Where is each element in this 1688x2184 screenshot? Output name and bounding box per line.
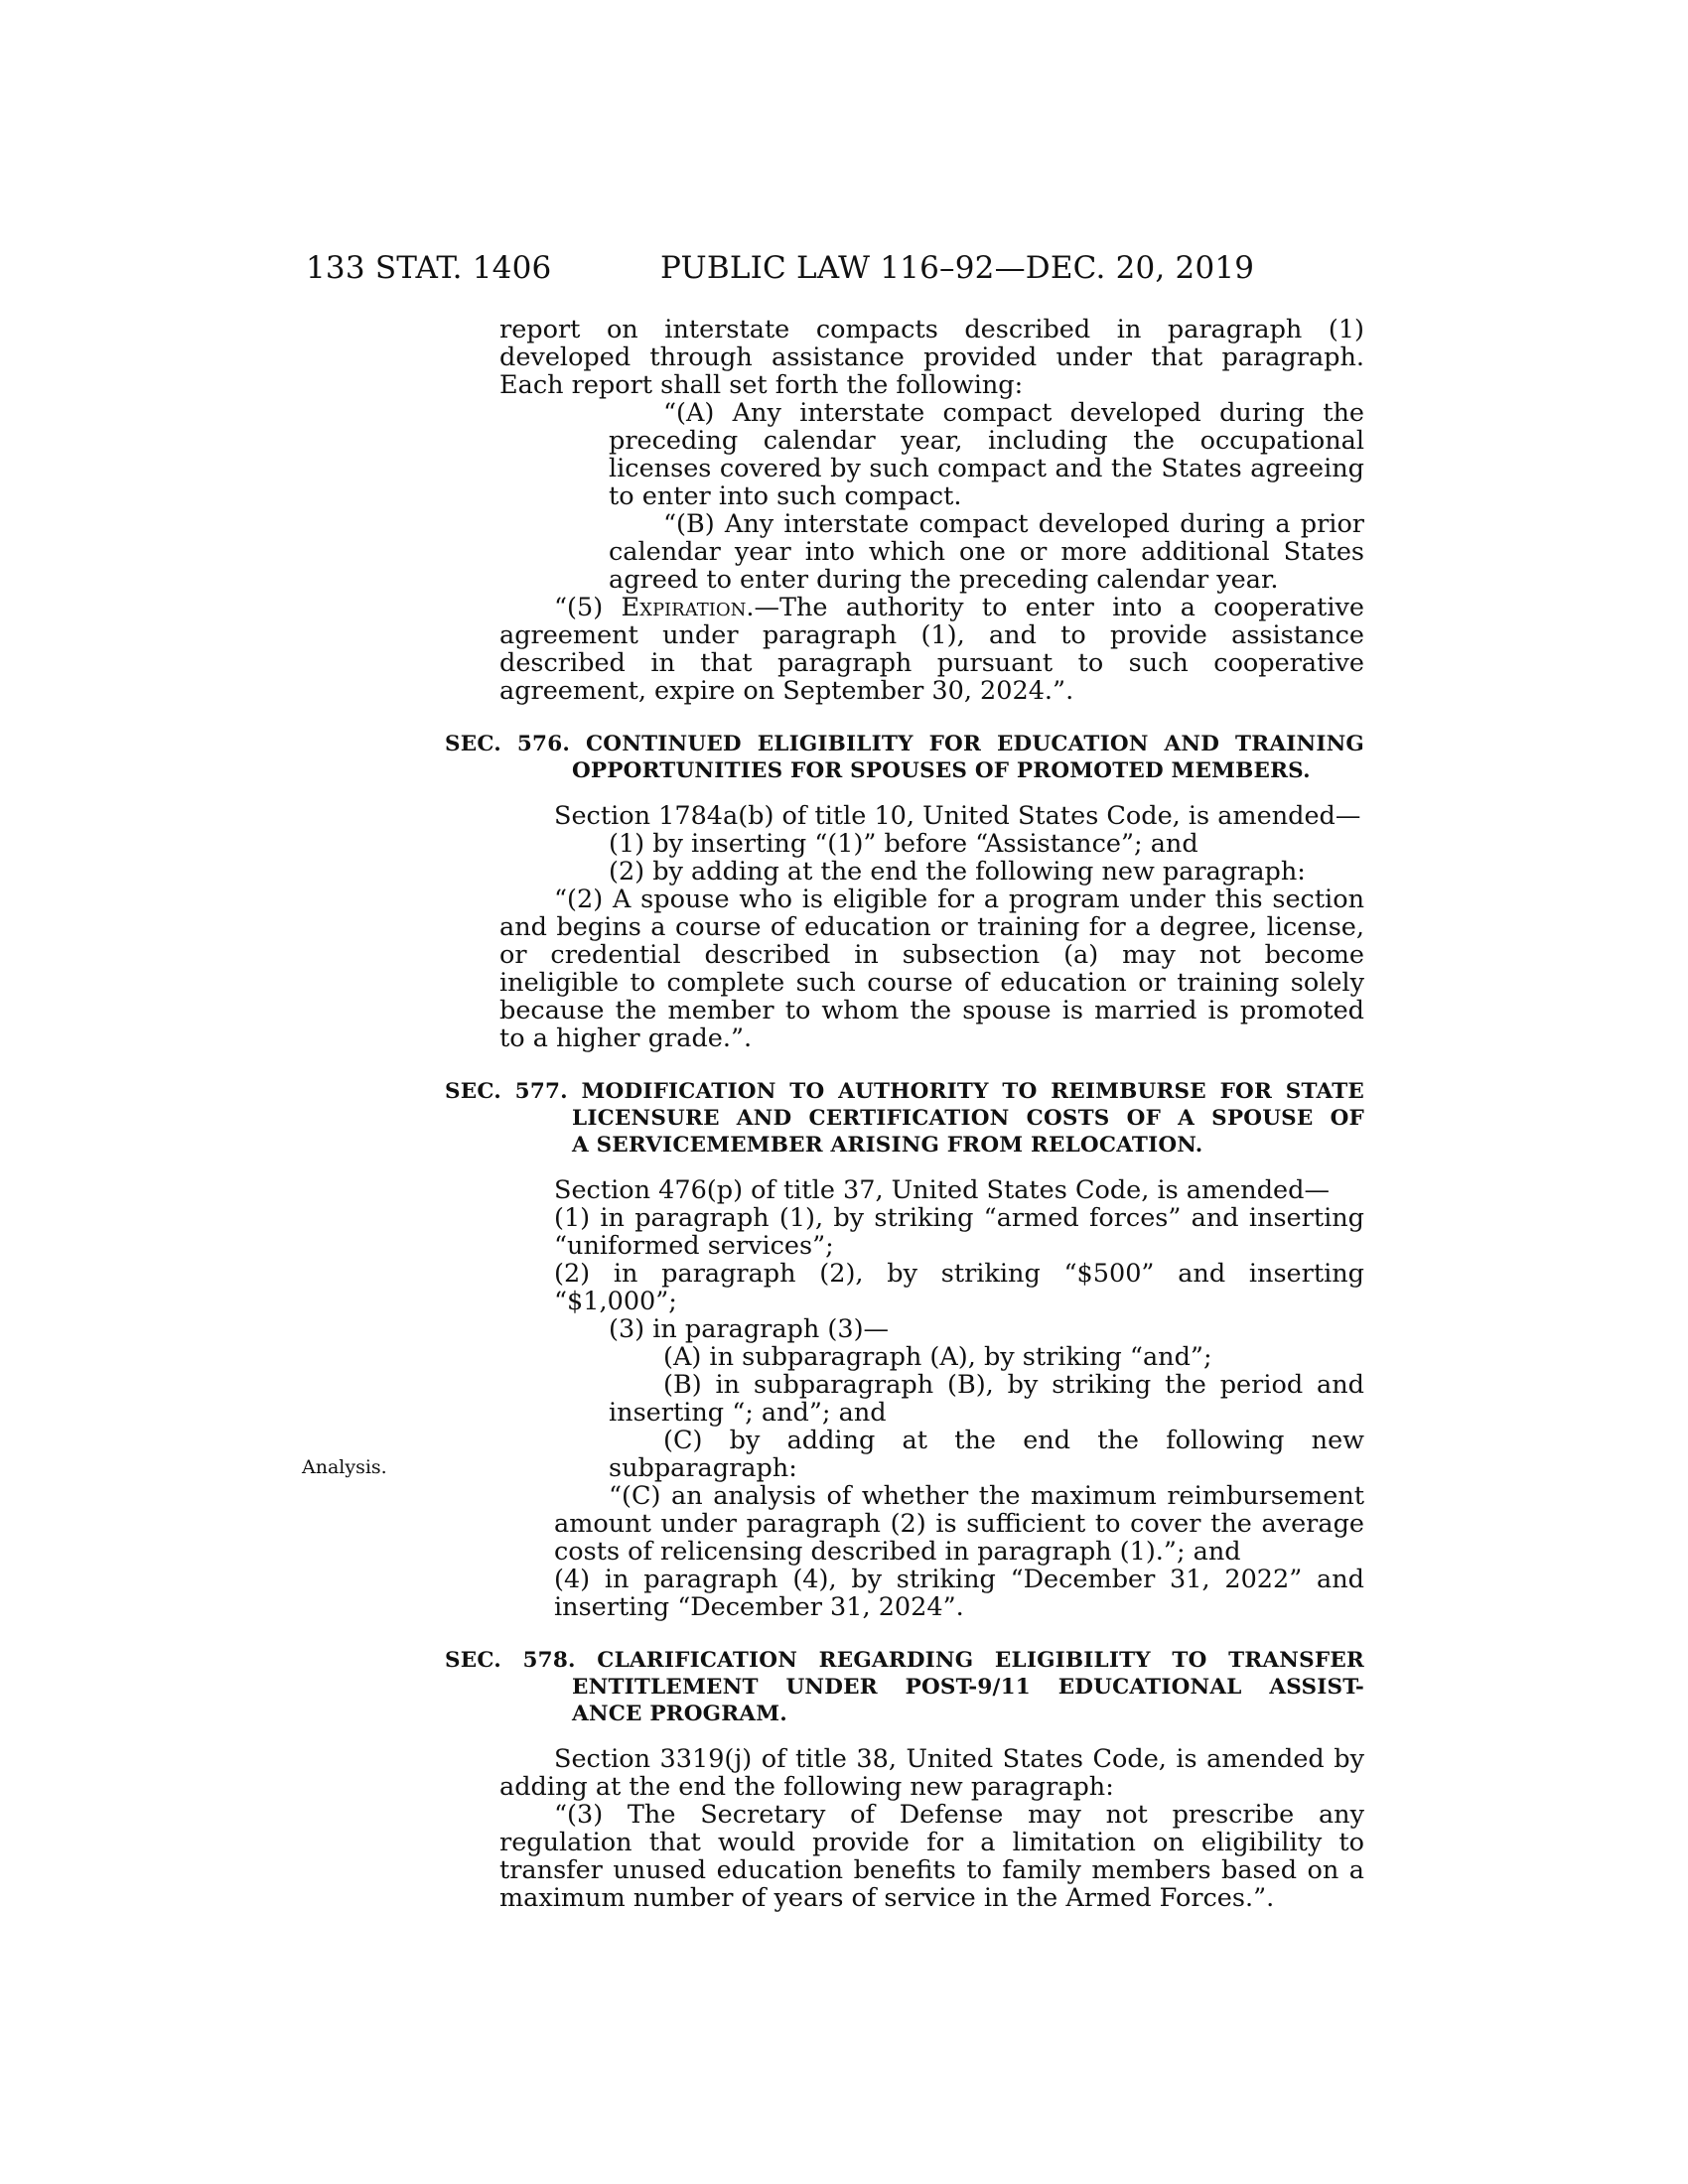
section-577-item-3c: (C) by adding at the end the following new subparagraph:	[609, 1426, 1364, 1483]
continuation-paragraph: report on interstate compacts described in paragraph (1) developed through assistance provided under that paragraph. Each report shall set forth the following:	[499, 315, 1364, 400]
statute-reference: 133 STAT. 1406	[306, 250, 552, 286]
section-577-heading	[445, 1078, 1364, 1159]
section-576-intro: Section 1784a(b) of title 10, United States Code, is amended—	[554, 801, 1361, 831]
section-578-heading	[445, 1647, 1364, 1727]
expiration-paragraph	[499, 594, 1364, 705]
section-576-heading	[445, 731, 1364, 784]
section-577-item-2: (2) in paragraph (2), by striking “$500” and inserting “$1,000”;	[554, 1259, 1364, 1316]
section-577-item-1: (1) in paragraph (1), by striking “armed forces” and inserting “uniformed services”;	[554, 1203, 1364, 1261]
section-578-heading-line2: ENTITLEMENT UNDER POST-9/11 EDUCATIONAL ASSIST-	[572, 1675, 1364, 1700]
page-header	[306, 250, 1364, 286]
section-576-item-2: (2) by adding at the end the following new paragraph:	[609, 857, 1306, 887]
section-577-item-4: (4) in paragraph (4), by striking “December 31, 2022” and inserting “December 31, 2024”.	[554, 1565, 1364, 1622]
section-577-item-3b: (B) in subparagraph (B), by striking the period and inserting “; and”; and	[609, 1370, 1364, 1428]
section-578-heading-line1: SEC. 578. CLARIFICATION REGARDING ELIGIBILITY TO TRANSFER	[445, 1648, 1364, 1673]
section-576-quoted-paragraph: “(2) A spouse who is eligible for a program under this section and begins a course of education or training for a degree, license, or credential described in subsection (a) may not become ineligible to complete such course of education or training solely because the member to whom the spouse is married is promoted to a higher grade.”.	[499, 885, 1364, 1053]
expiration-heading: Expiration	[621, 593, 747, 622]
section-576-heading-line1: SEC. 576. CONTINUED ELIGIBILITY FOR EDUCATION AND TRAINING	[445, 732, 1364, 756]
section-578-heading-line3: ANCE PROGRAM.	[572, 1702, 787, 1726]
document-body	[445, 315, 1364, 1913]
section-577-heading-line3: A SERVICEMEMBER ARISING FROM RELOCATION.	[572, 1133, 1203, 1158]
expiration-text: .—The authority to enter into a cooperative agreement under paragraph (1), and to provide assistance described in that paragraph pursuant to such cooperative agreement, expire on September 30, 2024.”.	[499, 593, 1364, 706]
section-576-heading-line2: OPPORTUNITIES FOR SPOUSES OF PROMOTED MEMBERS.	[572, 758, 1311, 783]
section-578-intro: Section 3319(j) of title 38, United States Code, is amended by adding at the end the following new paragraph:	[499, 1744, 1364, 1802]
section-576-item-1: (1) by inserting “(1)” before “Assistance”; and	[609, 829, 1198, 859]
section-577-heading-line2: LICENSURE AND CERTIFICATION COSTS OF A SPOUSE OF	[572, 1106, 1364, 1131]
margin-note-analysis: Analysis.	[302, 1456, 387, 1478]
section-578-quoted-paragraph: “(3) The Secretary of Defense may not prescribe any regulation that would provide for a limitation on eligibility to transfer unused education benefits to family members based on a maximum number of years of service in the Armed Forces.”.	[499, 1800, 1364, 1913]
section-577-item-3: (3) in paragraph (3)—	[609, 1314, 890, 1344]
section-577-item-3a: (A) in subparagraph (A), by striking “and”;	[663, 1342, 1212, 1372]
subparagraph-a: “(A) Any interstate compact developed during the preceding calendar year, including the occupational licenses covered by such compact and the States agreeing to enter into such compact.	[609, 398, 1364, 511]
public-law-title: PUBLIC LAW 116–92—DEC. 20, 2019	[660, 250, 1255, 286]
section-577-intro: Section 476(p) of title 37, United States Code, is amended—	[554, 1175, 1330, 1205]
expiration-lead: “(5)	[554, 593, 622, 622]
subparagraph-b: “(B) Any interstate compact developed during a prior calendar year into which one or more additional States agreed to enter during the preceding calendar year.	[609, 509, 1364, 595]
section-577-quoted-subparagraph: “(C) an analysis of whether the maximum reimbursement amount under paragraph (2) is sufficient to cover the average costs of relicensing described in paragraph (1).”; and	[554, 1481, 1364, 1567]
section-577-heading-line1: SEC. 577. MODIFICATION TO AUTHORITY TO REIMBURSE FOR STATE	[445, 1079, 1364, 1104]
